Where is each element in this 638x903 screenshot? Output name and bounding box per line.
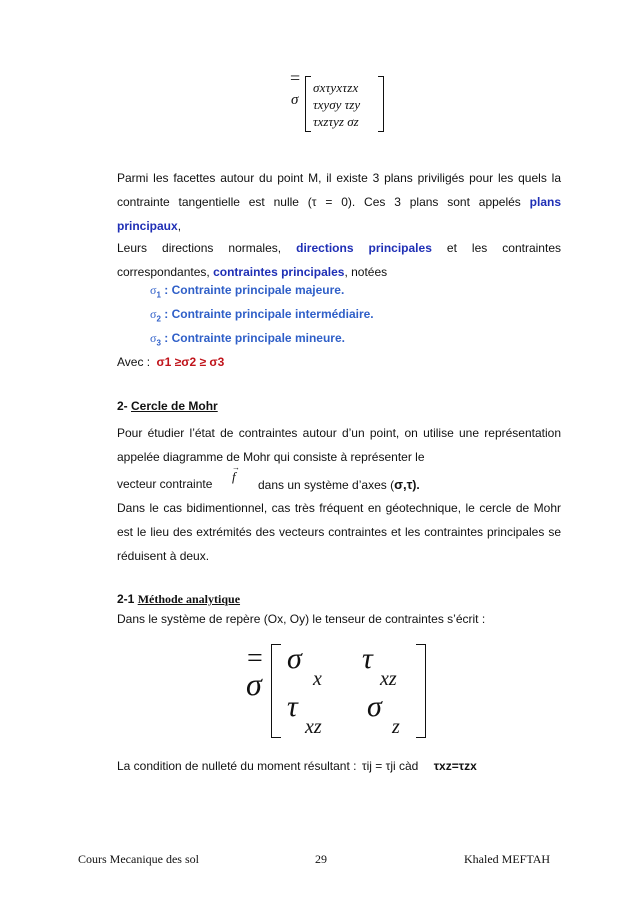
- intro-comma: ,: [177, 219, 182, 233]
- condition-equation-2: τxz=τzx: [433, 759, 477, 773]
- list-item-text: : Contrainte principale intermédiaire.: [160, 307, 374, 321]
- term-directions-principales: directions principales: [296, 241, 432, 255]
- axes-symbols: σ,τ: [394, 477, 413, 492]
- matrix2-a11-sub: x: [313, 668, 322, 690]
- term-plans-principaux: plans principaux: [117, 195, 561, 233]
- analytique-paragraph: [117, 612, 485, 626]
- sigma-symbol: σ: [150, 283, 157, 297]
- matrix2-a21-sub: xz: [305, 716, 322, 738]
- list-item: [150, 283, 344, 299]
- principal-directions-paragraph: [117, 236, 561, 284]
- section-number: 2-1: [117, 592, 138, 606]
- condition-equation-1: τij = τji càd: [361, 759, 419, 773]
- matrix1-sigma: σ: [291, 92, 299, 108]
- subscript: 1: [156, 290, 161, 300]
- matrix2-a12-sub: xz: [380, 668, 397, 690]
- principal-planes-paragraph: [117, 166, 561, 238]
- inequality-line: [117, 355, 224, 369]
- vector-arrow-icon: →: [232, 463, 240, 472]
- matrix1-left-bracket: [305, 76, 311, 132]
- section-title: Cercle de Mohr: [131, 399, 218, 413]
- term-contraintes-principales: contraintes principales: [213, 265, 345, 279]
- mohr-paragraph-1: [117, 421, 561, 469]
- list-item: [150, 331, 345, 347]
- vector-line: [117, 463, 561, 492]
- condition-text: La condition de nulleté du moment résultant :: [117, 759, 360, 773]
- footer-course-title: Cours Mecanique des sol: [78, 852, 199, 866]
- matrix2-equals: =: [247, 643, 263, 674]
- matrix2-sigma: σ: [246, 666, 262, 702]
- matrix2-a21: τ: [287, 690, 298, 723]
- subscript: 3: [156, 338, 161, 348]
- sigma-symbol: σ: [150, 331, 157, 345]
- moment-condition-line: [117, 759, 477, 773]
- intro-notees: , notées: [344, 265, 388, 279]
- analytique-text: Dans le système de repère (Ox, Oy) le tenseur de contraintes s’écrit :: [117, 612, 486, 626]
- matrix1-row2: τxyσy τzy: [313, 97, 361, 112]
- matrix2-a12: τ: [362, 642, 373, 675]
- matrix1-right-bracket: [378, 76, 384, 132]
- matrix2-right-bracket: [416, 644, 426, 738]
- section-number: 2-: [117, 399, 132, 413]
- vector-f-symbol: [232, 463, 240, 485]
- mohr-bidimensional-text: Dans le cas bidimentionnel, cas très fréquent en géotechnique, le cercle de Mohr est le lieu des extrémités des vecteurs contraintes et les contraintes principales se réduisent à deux.: [117, 501, 561, 563]
- section-title: Méthode analytique: [137, 592, 241, 606]
- matrix1-row3: τxzτyz σz: [313, 114, 359, 129]
- principal-stress-inequality: σ1 ≥σ2 ≥ σ3: [156, 355, 225, 369]
- vector-text: vecteur contrainte: [117, 477, 213, 491]
- matrix2-a22-sub: z: [392, 716, 400, 738]
- list-item-text: : Contrainte principale majeure.: [160, 283, 345, 297]
- sigma-symbol: σ: [150, 307, 157, 321]
- intro-text: Parmi les facettes autour du point M, il existe 3 plans priviligés pour les quels la contrainte tangentielle est nulle (τ = 0). Ces 3 plans sont appelés: [117, 171, 561, 209]
- avec-label: Avec :: [117, 355, 154, 369]
- axes-suffix: ).: [412, 478, 420, 492]
- axes-prefix: dans un système d’axes (: [258, 478, 395, 492]
- matrix2-a22: σ: [367, 690, 382, 723]
- list-item-text: : Contrainte principale mineure.: [160, 331, 345, 345]
- footer-page-number: 29: [315, 852, 327, 866]
- matrix2-a11: σ: [287, 642, 302, 675]
- section-heading-analytique: [117, 592, 240, 607]
- axes-text: [258, 477, 420, 492]
- matrix1-row1: σxτyxτzx: [313, 80, 359, 95]
- mohr-intro-text: Pour étudier l’état de contraintes autour d’un point, on utilise une représentation appelée diagramme de Mohr qui consiste à représenter le: [117, 426, 561, 464]
- section-heading-mohr: [117, 399, 218, 413]
- intro-directions-text: Leurs directions normales,: [117, 241, 297, 255]
- subscript: 2: [156, 314, 161, 324]
- matrix1-equals: =: [290, 68, 301, 88]
- vector-f-letter: f: [232, 469, 236, 484]
- footer-author: Khaled MEFTAH: [464, 852, 551, 866]
- mohr-paragraph-2: [117, 496, 561, 568]
- matrix2-left-bracket: [271, 644, 281, 738]
- list-item: [150, 307, 374, 323]
- intro-and-text: et les contraintes correspondantes,: [117, 241, 561, 279]
